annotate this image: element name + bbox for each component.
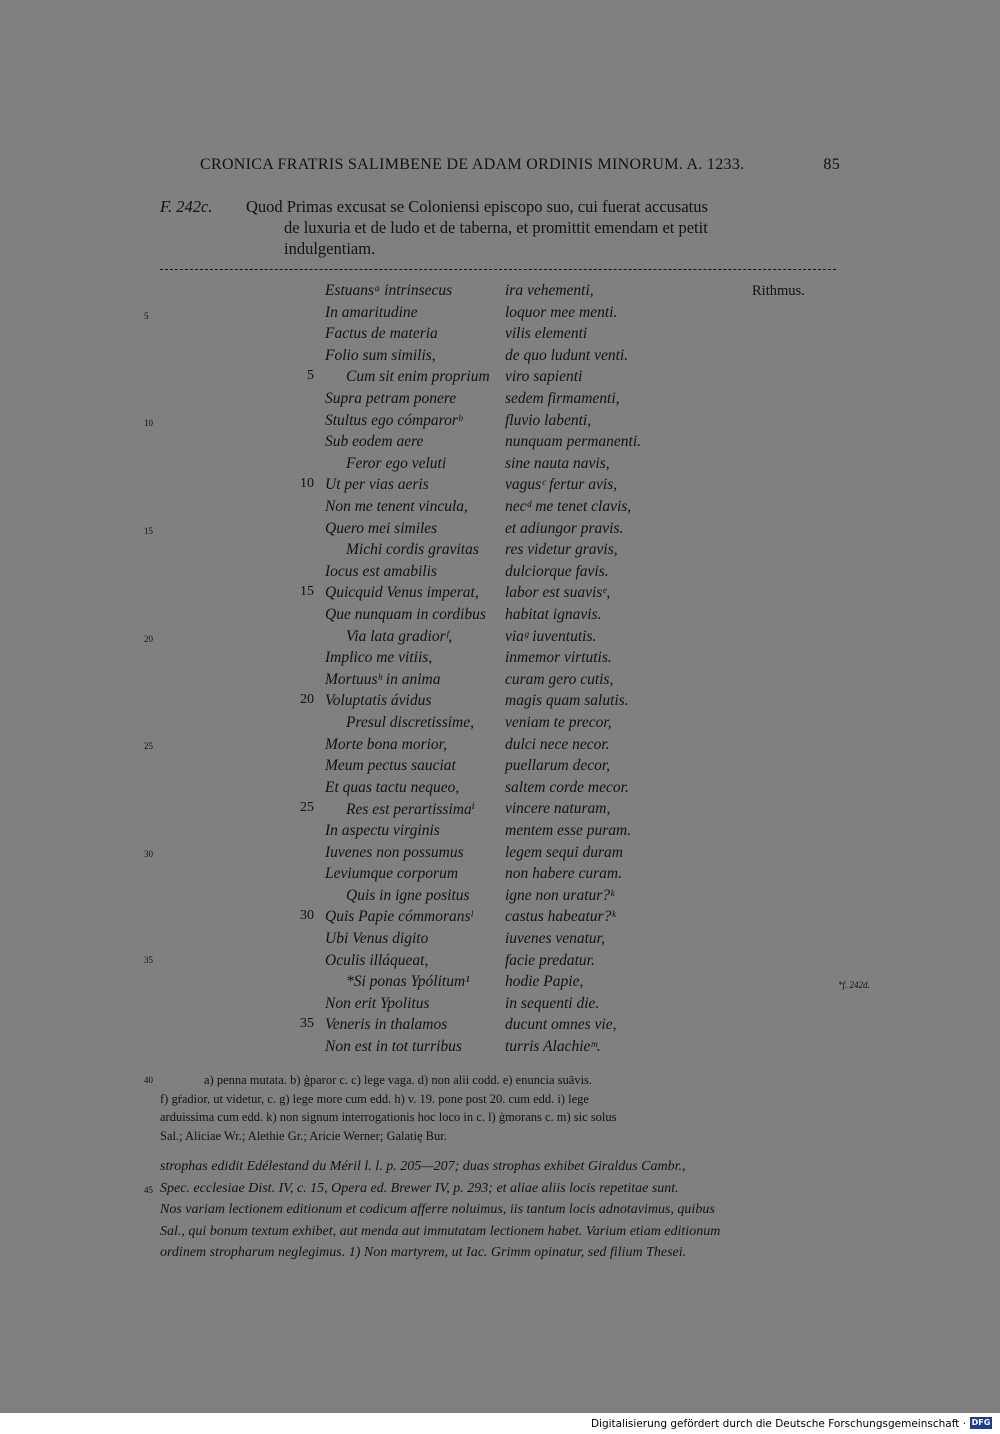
verse-first-half: Que nunquam in cordibus — [325, 606, 486, 623]
footnote-line: f) gŕadior, ut videtur, c. g) lege more cum edd. h) v. 19. pone post 20. cum edd. i) lege — [160, 1091, 589, 1106]
verse-number: 25 — [300, 800, 314, 816]
verse-first-half: Iuvenes non possumus — [325, 843, 464, 861]
verse-first-half: *Si ponas Ypólitum¹ — [346, 973, 470, 991]
heading-line-3: indulgentiam. — [284, 239, 376, 258]
verse-second-half: labor est suavisᵉ, — [505, 584, 611, 602]
heading-line-1: Quod Primas excusat se Coloniensi episcopo suo, cui fuerat accusatus — [246, 197, 708, 216]
margin-line-number: 35 — [144, 955, 153, 965]
verse-second-half: mentem esse puram. — [505, 822, 632, 839]
editorial-note-line: strophas edidit Edélestand du Méril l. l. p. 205—207; duas strophas exhibet Giraldus Cambr., — [160, 1159, 686, 1174]
verse-first-half: Implico me vitiis, — [325, 649, 433, 667]
verse-second-half: necᵈ me tenet clavis, — [505, 498, 632, 515]
verse-first-half: Supra petram ponere — [325, 390, 457, 407]
verse-number: 15 — [300, 584, 314, 600]
footnote-line: arduissima cum edd. k) non signum interrogationis hoc loco in c. l) ģmorans c. m) sic solus — [160, 1110, 617, 1124]
verse-number: 5 — [307, 368, 314, 384]
verse-first-half: Veneris in thalamos — [325, 1016, 448, 1034]
running-title: CRONICA FRATRIS SALIMBENE DE ADAM ORDINIS MINORUM. A. 1233. — [200, 156, 745, 173]
verse-first-half: Non me tenent vincula, — [325, 498, 468, 515]
verse-first-half: Non est in tot turribus — [325, 1038, 462, 1055]
verse-first-half: Quero mei similes — [325, 519, 438, 537]
verse-first-half: Estuansᵃ intrinsecus — [325, 282, 453, 299]
verse-second-half: vilis elementi — [505, 325, 588, 343]
verse-first-half: Meum pectus sauciat — [325, 757, 456, 775]
verse-second-half: iuvenes venatur, — [505, 930, 605, 947]
verse-number: 10 — [300, 476, 314, 492]
running-header — [200, 156, 840, 174]
verse-second-half: castus habeatur?ᵏ — [505, 908, 616, 926]
verse-second-half: dulci nece necor. — [505, 735, 610, 753]
verse-first-half: Mortuusʰ in anima — [325, 670, 441, 688]
footer-credit: Digitalisierung gefördert durch die Deutsche Forschungsgemeinschaft · — [590, 1418, 966, 1430]
verse-second-half: et adiungor pravis. — [505, 519, 624, 537]
margin-line-number: 15 — [144, 526, 153, 536]
verse-second-half: non habere curam. — [505, 865, 622, 883]
footnote-line: a) penna mutata. b) ģparor c. c) lege vaga. d) non alii codd. e) enuncia suāvis. — [204, 1073, 593, 1087]
verse-first-half: Feror ego veluti — [346, 454, 447, 472]
separator-rule — [160, 269, 836, 270]
verse-number: 20 — [300, 692, 314, 708]
margin-line-number: 30 — [144, 849, 153, 859]
verse-first-half: Quicquid Venus imperat, — [325, 584, 479, 602]
verse-second-half: vagusᶜ fertur avis, — [505, 476, 618, 494]
verse-first-half: Morte bona morior, — [325, 735, 447, 753]
rithmus-label: Rithmus. — [752, 283, 805, 299]
verse-second-half: viro sapienti — [505, 368, 583, 386]
verse-second-half: veniam te precor, — [505, 714, 612, 731]
verse-first-half: Michi cordis gravitas — [346, 541, 479, 559]
verse-second-half: de quo ludunt venti. — [505, 346, 629, 364]
verse-first-half: Oculis illáqueat, — [325, 951, 429, 969]
verse-second-half: nunquam permanenti. — [505, 433, 642, 451]
verse-second-half: hodie Papie, — [505, 973, 584, 991]
verse-second-half: loquor mee menti. — [505, 303, 618, 321]
verse-second-half: fluvio labenti, — [505, 411, 592, 429]
verse-number: 30 — [300, 908, 314, 924]
verse-second-half: sedem firmamenti, — [505, 390, 620, 407]
verse-second-half: ducunt omnes vie, — [505, 1016, 617, 1034]
margin-line-number: 20 — [144, 634, 153, 644]
section-heading — [160, 196, 840, 259]
verse-second-half: res videtur gravis, — [505, 541, 618, 559]
verse-first-half: Cum sit enim proprium — [346, 368, 490, 386]
verse-first-half: Via lata gradiorᶠ, — [346, 627, 453, 645]
folio-reference: F. 242c. — [160, 197, 213, 216]
verse-second-half: vincere naturam, — [505, 800, 611, 818]
verse-number: 35 — [300, 1016, 314, 1032]
verse-second-half: habitat ignavis. — [505, 606, 602, 623]
footnote-line: Sal.; Aliciae Wr.; Alethie Gr.; Aricie Werner; Galatię Bur. — [160, 1128, 447, 1143]
heading-line-2: de luxuria et de ludo et de taberna, et promittit emendam et petit — [284, 218, 708, 237]
margin-line-number: 25 — [144, 741, 153, 751]
verse-first-half: Non erit Ypolitus — [325, 994, 430, 1012]
verse-second-half: in sequenti die. — [505, 994, 600, 1012]
verse-second-half: igne non uratur?ᵏ — [505, 886, 615, 904]
verse-first-half: Folio sum similis, — [325, 346, 436, 364]
verse-second-half: dulciorque favis. — [505, 562, 609, 580]
verse-first-half: Ut per vias aeris — [325, 476, 429, 494]
verse-first-half: Et quas tactu nequeo, — [325, 778, 460, 796]
editorial-note-line: Sal., qui bonum textum exhibet, aut menda aut immutatam lectionem habet. Varium etiam editionum — [160, 1223, 721, 1239]
verse-first-half: In aspectu virginis — [325, 822, 440, 839]
margin-folio-reference: *f. 242d. — [838, 980, 870, 990]
verse-first-half: Iocus est amabilis — [325, 562, 437, 580]
editorial-note-line: Spec. ecclesiae Dist. IV, c. 15, Opera ed. Brewer IV, p. 293; et aliae aliis locis repetitae sunt. — [160, 1180, 679, 1196]
verse-first-half: Sub eodem aere — [325, 433, 424, 451]
verse-second-half: saltem corde mecor. — [505, 778, 629, 796]
margin-line-number: 10 — [144, 418, 153, 428]
verse-second-half: magis quam salutis. — [505, 692, 629, 710]
verse-second-half: puellarum decor, — [505, 757, 611, 775]
verse-first-half: Leviumque corporum — [325, 865, 459, 883]
verse-first-half: Presul discretissime, — [346, 714, 475, 731]
page-number: 85 — [823, 156, 840, 173]
margin-line-number: 45 — [144, 1185, 153, 1195]
verse-first-half: In amaritudine — [325, 303, 418, 321]
verse-first-half: Res est perartissimaⁱ — [346, 801, 475, 819]
verse-second-half: ira vehementi, — [505, 282, 594, 299]
verse-second-half: legem sequi duram — [505, 843, 623, 861]
editorial-note-line: Nos variam lectionem editionum et codicum afferre noluimus, iis tantum locis adnotavimus, quibus — [160, 1202, 715, 1218]
verse-first-half: Ubi Venus digito — [325, 930, 429, 947]
dfg-logo: DFG — [971, 1418, 991, 1427]
verse-first-half: Factus de materia — [325, 325, 438, 343]
verse-first-half: Stultus ego cómparorᵇ — [325, 411, 463, 429]
verse-second-half: turris Alachieᵐ. — [505, 1038, 601, 1055]
verse-first-half: Quis Papie cómmoransˡ — [325, 908, 473, 926]
verse-second-half: sine nauta navis, — [505, 454, 610, 472]
editorial-note-line: ordinem stropharum neglegimus. 1) Non martyrem, ut Iac. Grimm opinatur, sed filium Thesei. — [160, 1245, 687, 1261]
margin-line-number: 5 — [144, 311, 149, 321]
verse-second-half: curam gero cutis, — [505, 670, 614, 688]
margin-line-number: 40 — [144, 1075, 153, 1085]
verse-second-half: facie predatur. — [505, 951, 595, 969]
verse-second-half: inmemor virtutis. — [505, 649, 612, 667]
verse-first-half: Quis in igne positus — [346, 886, 470, 904]
verse-second-half: viaᵍ iuventutis. — [505, 627, 597, 645]
verse-first-half: Voluptatis ávidus — [325, 692, 432, 710]
